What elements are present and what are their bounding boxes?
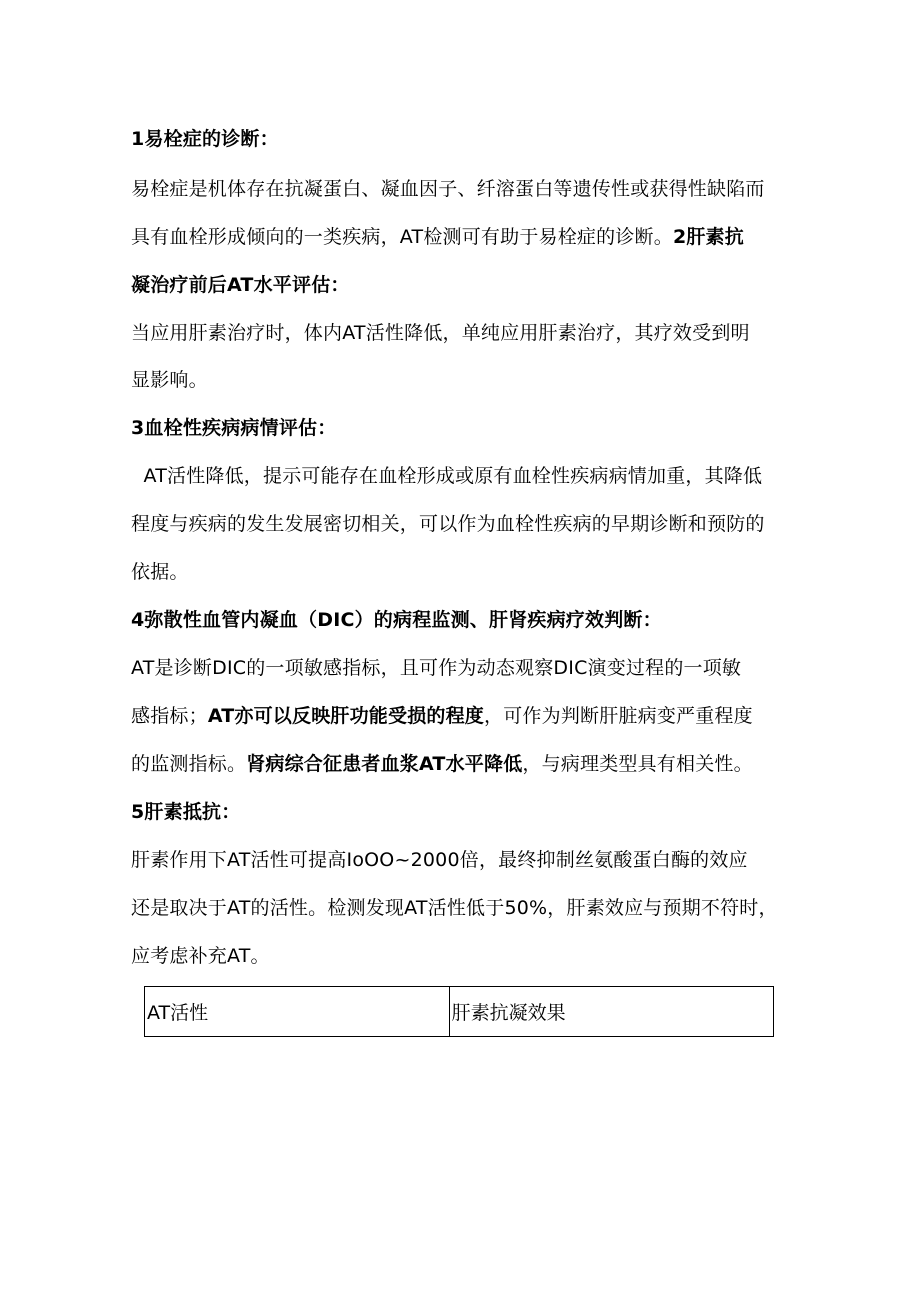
section-5-body-line-3: 应考虑补充AT。 [131,945,270,967]
section-4-body-line-2 [131,704,753,728]
section-2-heading-part-1: 2肝素抗 [672,226,744,248]
section-5-body-line-2: 还是取决于AT的活性。检测发现AT活性低于50%，肝素效应与预期不符时， [131,897,778,919]
section-4-body-line-2-a: 感指标； [131,705,208,727]
section-4-body-line-3-bold: 肾病综合征患者血浆AT水平降低 [246,753,523,775]
section-3-body-line-1: AT活性降低，提示可能存在血栓形成或原有血栓性疾病病情加重，其降低 [131,465,763,487]
section-3-body-line-2: 程度与疾病的发生发展密切相关，可以作为血栓性疾病的早期诊断和预防的 [131,513,765,535]
section-5-heading: 5肝素抵抗： [131,801,241,823]
table-row [145,987,774,1037]
section-1-body-line-1: 易栓症是机体存在抗凝蛋白、凝血因子、纤溶蛋白等遗传性或获得性缺陷而 [131,178,765,200]
table-header-at-activity: AT活性 [145,987,450,1037]
section-2-body-line-1: 当应用肝素治疗时，体内AT活性降低，单纯应用肝素治疗，其疗效受到明 [131,322,750,344]
at-activity-table [144,986,774,1037]
section-2-heading-part-2: 凝治疗前后AT水平评估： [131,274,350,296]
section-4-body-line-1: AT是诊断DIC的一项敏感指标，且可作为动态观察DIC演变过程的一项敏 [131,657,742,679]
section-3-heading: 3血栓性疾病病情评估： [131,417,337,439]
section-5-body-line-1: 肝素作用下AT活性可提高IoOO~2000倍，最终抑制丝氨酸蛋白酶的效应 [131,849,748,871]
section-3-body-line-3: 依据。 [131,561,189,583]
section-4-body-line-3 [131,752,753,776]
section-2-body-line-2: 显影响。 [131,369,208,391]
section-4-body-line-3-a: 的监测指标。 [131,753,247,775]
table-header-heparin-effect: 肝素抗凝效果 [449,987,773,1037]
section-1-body-line-2-wrap [131,225,744,249]
section-4-body-line-2-b: ，可作为判断肝脏病变严重程度 [484,705,753,727]
section-1-body-line-2: 具有血栓形成倾向的一类疾病，AT检测可有助于易栓症的诊断。 [131,226,673,248]
section-1-heading: 1易栓症的诊断： [131,128,279,150]
section-4-heading: 4弥散性血管内凝血（DIC）的病程监测、肝肾疾病疗效判断： [131,609,662,631]
section-4-body-line-2-bold: AT亦可以反映肝功能受损的程度 [207,705,485,727]
section-4-body-line-3-b: ，与病理类型具有相关性。 [522,753,753,775]
